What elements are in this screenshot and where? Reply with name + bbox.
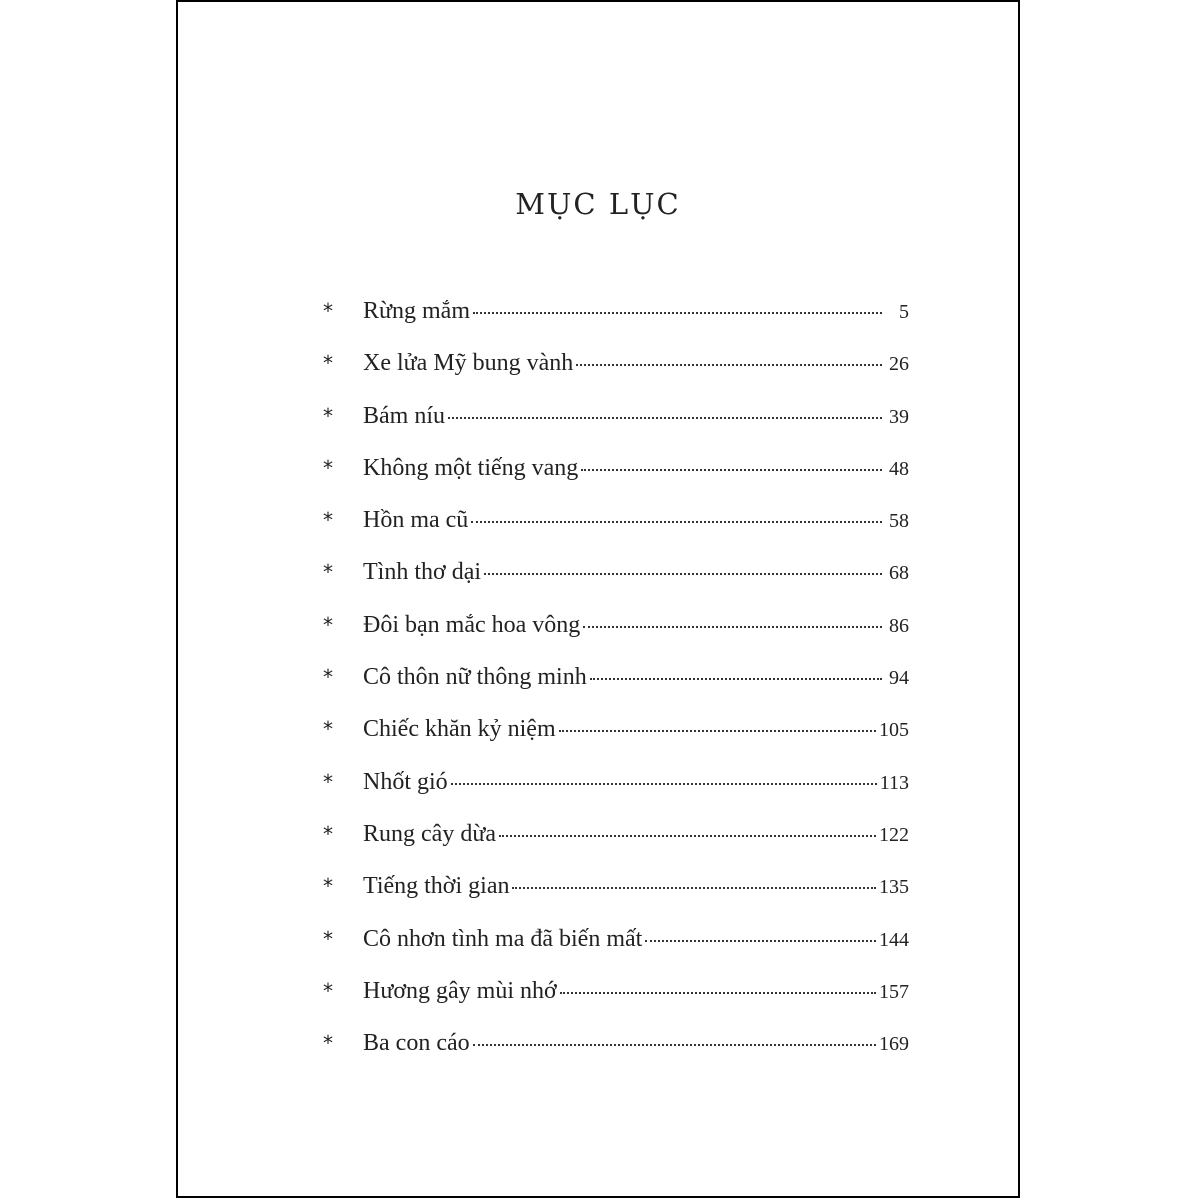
bullet-asterisk: * bbox=[323, 299, 333, 323]
toc-entry-page-number: 122 bbox=[879, 823, 909, 846]
toc-entry-page-number: 144 bbox=[879, 928, 909, 951]
dot-leader bbox=[471, 521, 882, 523]
bullet-asterisk: * bbox=[323, 874, 333, 899]
bullet-asterisk: * bbox=[323, 403, 333, 428]
toc-entry-page-number: 135 bbox=[879, 876, 909, 899]
dot-leader bbox=[473, 312, 882, 314]
toc-entry-title: Cô nhơn tình ma đã biến mất bbox=[363, 925, 643, 952]
toc-entry-title: Bám níu bbox=[363, 402, 445, 429]
toc-entry bbox=[321, 978, 909, 1030]
toc-entry-title: Tiếng thời gian bbox=[363, 873, 510, 900]
toc-entry-title: Cô thôn nữ thông minh bbox=[363, 664, 587, 691]
dot-leader bbox=[590, 678, 882, 680]
toc-entry-page-number: 39 bbox=[889, 405, 909, 428]
toc-entry bbox=[321, 507, 909, 559]
toc-entry-title: Hương gây mùi nhớ bbox=[363, 977, 557, 1004]
toc-entry-page-number: 169 bbox=[879, 1033, 909, 1056]
bullet-asterisk: * bbox=[323, 978, 333, 1003]
toc-entry-page-number: 68 bbox=[889, 562, 909, 585]
toc-entry-page-number: 94 bbox=[889, 667, 909, 690]
book-page bbox=[176, 0, 1020, 1198]
toc-entry bbox=[321, 664, 909, 716]
bullet-asterisk: * bbox=[323, 665, 333, 690]
bullet-asterisk: * bbox=[323, 1031, 333, 1056]
toc-entry-page-number: 48 bbox=[889, 457, 909, 480]
toc-entry-page-number: 86 bbox=[889, 614, 909, 637]
dot-leader bbox=[581, 469, 882, 471]
toc-entry bbox=[321, 769, 909, 821]
toc-entry bbox=[321, 716, 909, 768]
toc-entry bbox=[321, 926, 909, 978]
toc-entry-page-number: 157 bbox=[879, 980, 909, 1003]
toc-entry-title: Rung cây dừa bbox=[363, 820, 496, 847]
bullet-asterisk: * bbox=[323, 821, 333, 846]
bullet-asterisk: * bbox=[323, 612, 333, 637]
toc-entry-title: Chiếc khăn kỷ niệm bbox=[363, 716, 556, 743]
toc-entry-title: Không một tiếng vang bbox=[363, 454, 579, 481]
toc-entry-title: Rừng mắm bbox=[363, 298, 471, 324]
dot-leader bbox=[583, 626, 882, 628]
dot-leader bbox=[559, 730, 876, 732]
toc-entry bbox=[321, 403, 909, 455]
bullet-asterisk: * bbox=[323, 508, 333, 533]
dot-leader bbox=[645, 940, 876, 942]
bullet-asterisk: * bbox=[323, 351, 333, 376]
bullet-asterisk: * bbox=[323, 926, 333, 951]
toc-entry-title: Đôi bạn mắc hoa vông bbox=[363, 611, 581, 638]
toc-entry bbox=[321, 455, 909, 507]
dot-leader bbox=[484, 573, 882, 575]
toc-entry-page-number: 5 bbox=[899, 301, 909, 323]
toc-entry-page-number: 113 bbox=[879, 771, 909, 794]
bullet-asterisk: * bbox=[323, 769, 333, 794]
dot-leader bbox=[499, 835, 876, 837]
table-of-contents bbox=[321, 298, 909, 1082]
page-title: MỤC LỤC bbox=[515, 187, 681, 221]
dot-leader bbox=[451, 783, 877, 785]
dot-leader bbox=[560, 992, 876, 994]
toc-entry-title: Nhốt gió bbox=[363, 768, 448, 795]
toc-entry bbox=[321, 298, 909, 350]
toc-entry bbox=[321, 821, 909, 873]
dot-leader bbox=[512, 887, 876, 889]
bullet-asterisk: * bbox=[323, 717, 333, 742]
toc-entry bbox=[321, 873, 909, 925]
toc-entry-title: Ba con cáo bbox=[363, 1030, 470, 1057]
toc-entry bbox=[321, 350, 909, 402]
dot-leader bbox=[473, 1044, 876, 1046]
dot-leader bbox=[576, 364, 882, 366]
toc-entry bbox=[321, 559, 909, 611]
bullet-asterisk: * bbox=[323, 455, 333, 480]
toc-entry-page-number: 26 bbox=[889, 353, 909, 376]
toc-entry-page-number: 105 bbox=[879, 719, 909, 742]
toc-entry bbox=[321, 612, 909, 664]
toc-entry-title: Xe lửa Mỹ bung vành bbox=[363, 350, 574, 377]
dot-leader bbox=[448, 417, 882, 419]
toc-entry bbox=[321, 1030, 909, 1082]
toc-entry-title: Hồn ma cũ bbox=[363, 507, 469, 534]
toc-entry-page-number: 58 bbox=[889, 510, 909, 533]
bullet-asterisk: * bbox=[323, 560, 333, 585]
toc-entry-title: Tình thơ dại bbox=[363, 559, 482, 586]
